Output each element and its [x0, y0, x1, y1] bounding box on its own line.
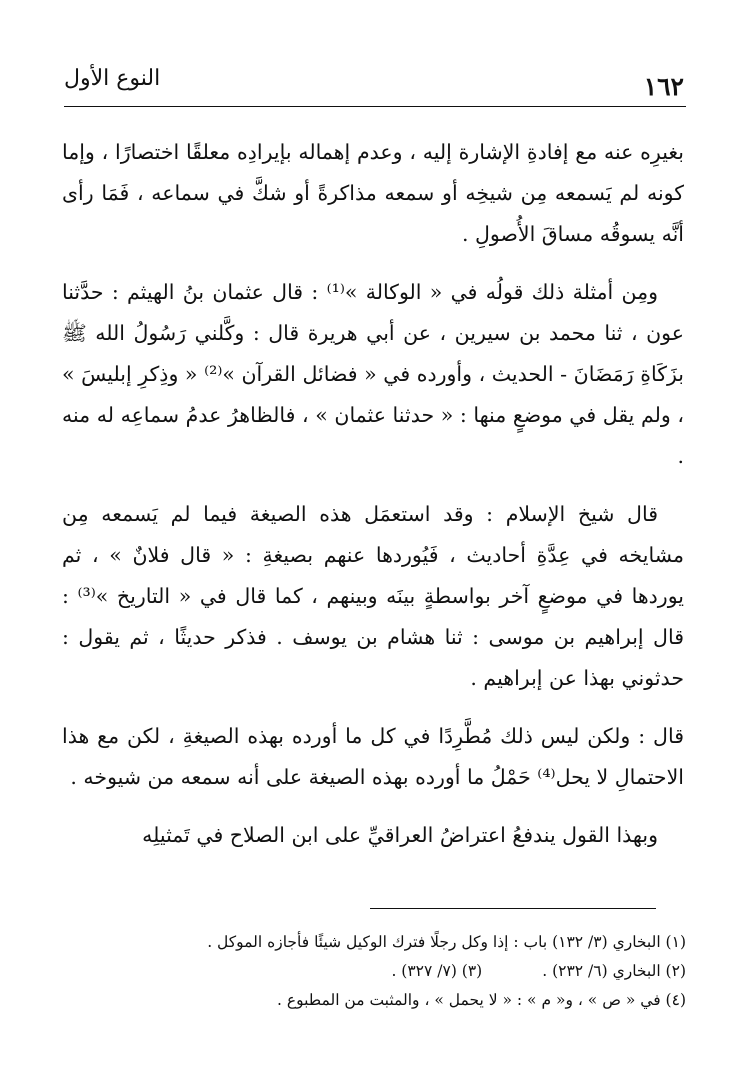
paragraph-1: بغيرِه عنه مع إفادةِ الإشارة إليه ، وعدم إهماله بإيرادِه معلقًا اختصارًا ، وإما كونه لم يَسمعه مِن شيخِه أو سمعه مذاكرةً أو شكَّ في سماعه ، فَمَا رأى أنَّه يسوقُه مساقَ الأُصولِ . — [62, 140, 684, 246]
page-header — [64, 62, 684, 106]
paragraph-4: قال : ولكن ليس ذلك مُطَّرِدًا في كل ما أورده بهذه الصيغةِ ، لكن مع هذا الاحتمالِ لا يحل⁽⁴⁾ حَمْلُ ما أورده بهذه الصيغة على أنه سمعه من شيوخه . — [62, 724, 684, 789]
footnote-1: (١) البخاري (٣/ ١٣٢) باب : إذا وكل رجلًا فترك الوكيل شيئًا فأجازه الموكل . — [207, 933, 686, 951]
page-number: ١٦٢ — [643, 72, 684, 101]
footnote-3: (٣) (٧/ ٣٢٧) . — [391, 962, 483, 980]
paragraph-2: ومِن أمثلة ذلك قولُه في « الوكالة »⁽¹⁾ : قال عثمان بنُ الهيثم : حدَّثنا عون ، ثنا محمد بن سيرين ، عن أبي هريرة قال : وكَّلني رَسُولُ الله ﷺ بزَكَاةِ رَمَضَانَ - الحديث ، وأورده في « فضائل القرآن »⁽²⁾ « وذِكرِ إبليسَ » ، ولم يقل في موضعٍ منها : « حدثنا عثمان » ، فالظاهرُ عدمُ سماعِه له منه . — [62, 280, 684, 468]
paragraph-5: وبهذا القول يندفعُ اعتراضُ العراقيِّ على ابن الصلاح في تَمثيلِه — [142, 823, 658, 847]
header-rule — [64, 106, 686, 107]
paragraph-3: قال شيخ الإسلام : وقد استعمَل هذه الصيغة فيما لم يَسمعه مِن مشايخه في عِدَّةِ أحاديث ، فَيُوردها عنهم بصيغةِ : « قال فلانٌ » ، ثم يوردها في موضعٍ آخر بواسطةٍ بينَه وبينهم ، كما قال في « التاريخ »⁽³⁾ : قال إبراهيم بن موسى : ثنا هشام بن يوسف . فذكر حديثًا ، ثم يقول : حدثوني بهذا عن إبراهيم . — [62, 502, 684, 690]
running-title: النوع الأول — [64, 66, 161, 91]
footnotes — [110, 928, 686, 1015]
footnote-4: (٤) في « ص » ، و« م » : « لا يحمل » ، والمثبت من المطبوع . — [277, 991, 686, 1009]
footnote-row-2-3 — [110, 957, 686, 986]
footnote-2: (٢) البخاري (٦/ ٢٣٢) . — [542, 962, 686, 980]
main-text — [62, 132, 684, 873]
footnote-rule — [370, 908, 656, 909]
